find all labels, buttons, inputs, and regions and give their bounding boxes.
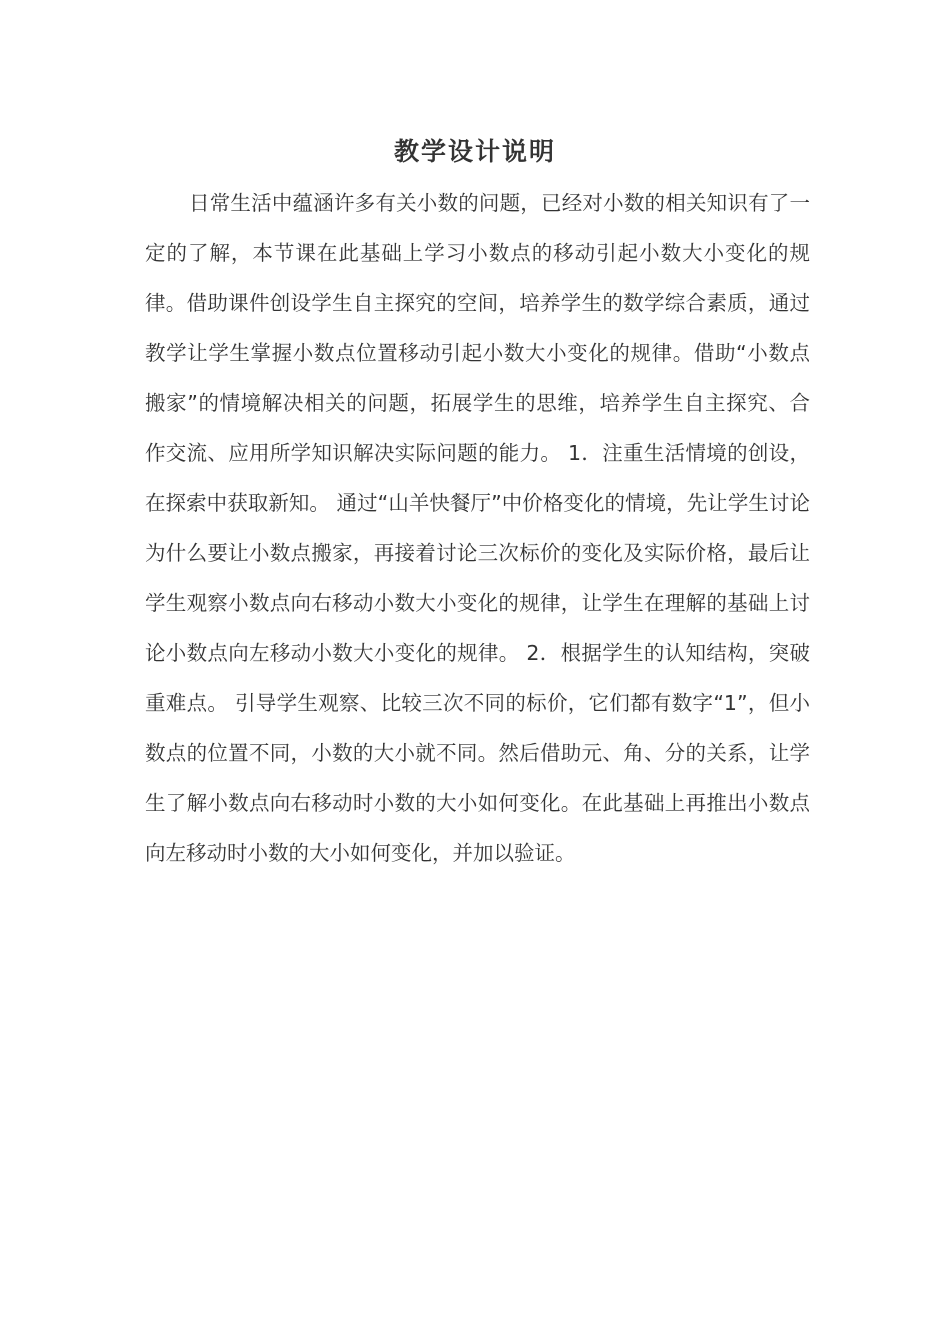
document-body-paragraph: 日常生活中蕴涵许多有关小数的问题，已经对小数的相关知识有了一定的了解，本节课在此基础上学习小数点的移动引起小数大小变化的规律。借助课件创设学生自主探究的空间，培养学生的数学综合素质，通过教学让学生掌握小数点位置移动引起小数大小变化的规律。借助“小数点搬家”的情境解决相关的问题，拓展学生的思维，培养学生自主探究、合作交流、应用所学知识解决实际问题的能力。 1．注重生活情境的创设，在探索中获取新知。 通过“山羊快餐厅”中价格变化的情境，先让学生讨论为什么要让小数点搬家，再接着讨论三次标价的变化及实际价格，最后让学生观察小数点向右移动小数大小变化的规律，让学生在理解的基础上讨论小数点向左移动小数大小变化的规律。 2．根据学生的认知结构，突破重难点。 引导学生观察、比较三次不同的标价，它们都有数字“1”，但小数点的位置不同，小数的大小就不同。然后借助元、角、分的关系，让学生了解小数点向右移动时小数的大小如何变化。在此基础上再推出小数点向左移动时小数的大小如何变化，并加以验证。 bbox=[145, 191, 810, 865]
document-title: 教学设计说明 bbox=[393, 137, 556, 166]
